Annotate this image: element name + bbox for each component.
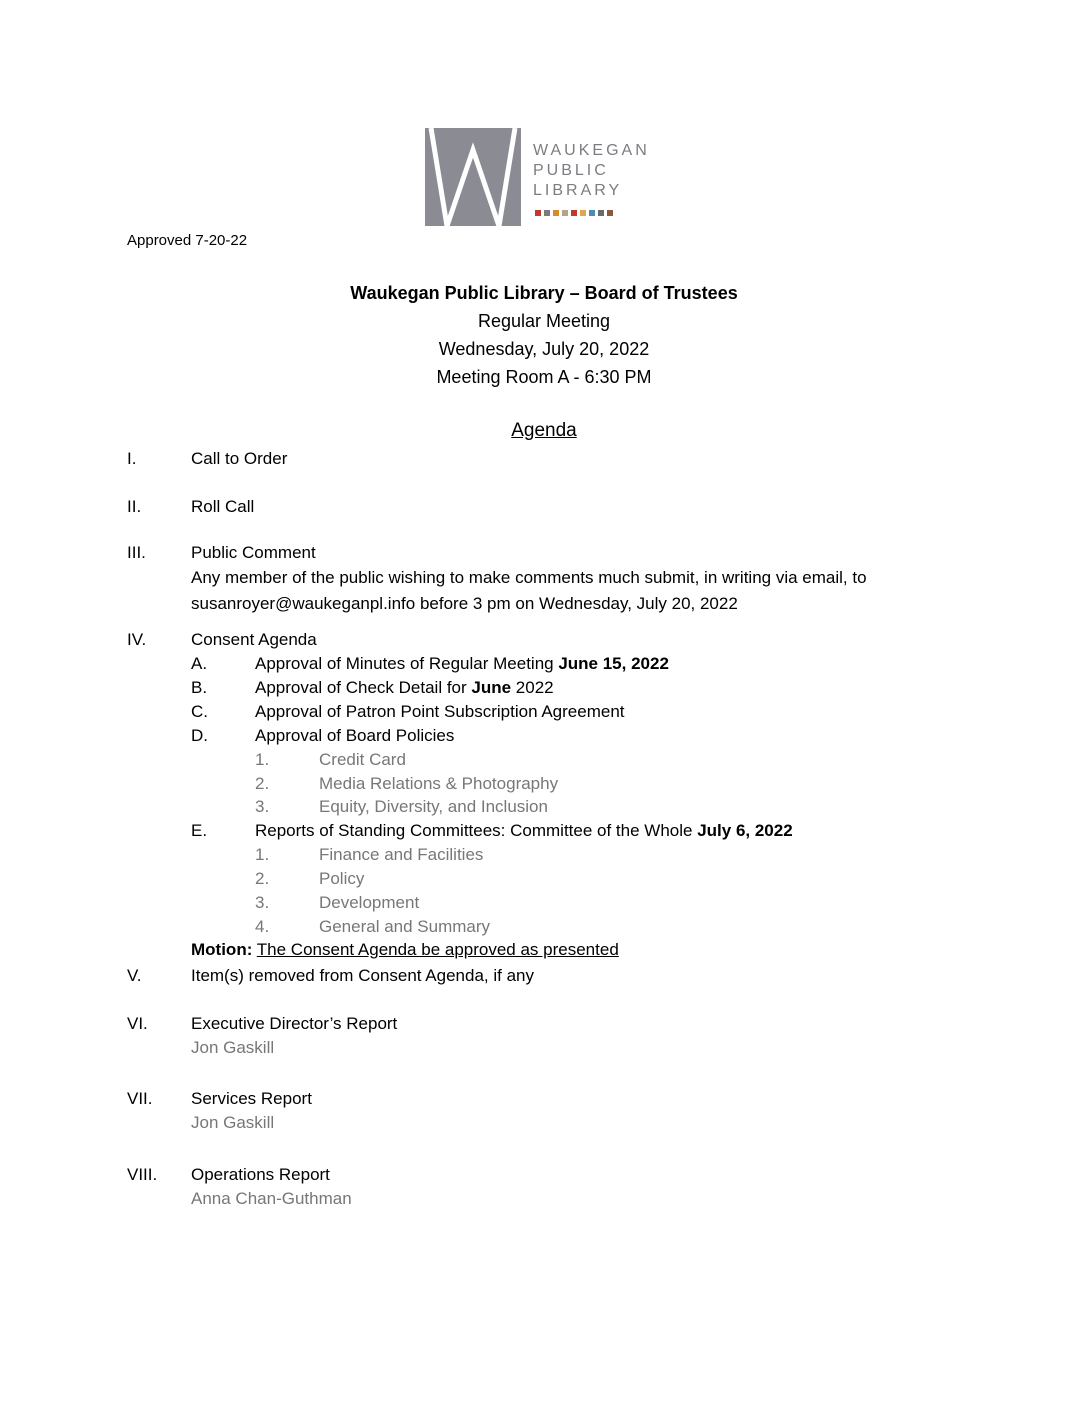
committee-number: 4. xyxy=(255,917,270,936)
presenter-name: Jon Gaskill xyxy=(191,1038,275,1057)
item-call-to-order: Call to Order xyxy=(191,449,288,468)
item-number: IV. xyxy=(127,630,147,649)
committee-number: 1. xyxy=(255,845,270,864)
logo-text-line-2: PUBLIC xyxy=(533,162,609,179)
policy-number: 3. xyxy=(255,797,270,816)
item-removed-from-consent: Item(s) removed from Consent Agenda, if any xyxy=(191,966,534,985)
meeting-date: Wednesday, July 20, 2022 xyxy=(438,339,650,359)
consent-item-patron-point: Approval of Patron Point Subscription Agreement xyxy=(255,702,625,721)
logo-color-square xyxy=(607,210,613,216)
committee-finance: Finance and Facilities xyxy=(319,845,484,864)
page-title: Waukegan Public Library – Board of Trustees xyxy=(350,283,738,303)
policy-number: 2. xyxy=(255,774,270,793)
item-public-comment: Public Comment xyxy=(191,543,316,562)
meeting-type: Regular Meeting xyxy=(477,311,611,331)
sub-letter: B. xyxy=(191,678,208,697)
item-number: VI. xyxy=(127,1014,148,1033)
committee-development: Development xyxy=(319,893,420,912)
item-number: II. xyxy=(127,497,142,516)
public-comment-instructions-line-2: susanroyer@waukeganpl.info before 3 pm on Wednesday, July 20, 2022 xyxy=(191,594,738,613)
policy-number: 1. xyxy=(255,750,270,769)
committee-general-summary: General and Summary xyxy=(319,917,491,936)
logo-color-square xyxy=(544,210,550,216)
consent-item-minutes: Approval of Minutes of Regular Meeting June 15, 2022 xyxy=(255,654,669,673)
item-number: VIII. xyxy=(127,1165,158,1184)
consent-item-check-detail: Approval of Check Detail for June 2022 xyxy=(255,678,554,697)
public-comment-instructions-line-1: Any member of the public wishing to make comments much submit, in writing via email, to xyxy=(191,568,867,587)
committee-number: 2. xyxy=(255,869,270,888)
logo-color-square xyxy=(598,210,604,216)
consent-item-standing-committees: Reports of Standing Committees: Committee of the Whole July 6, 2022 xyxy=(255,821,793,840)
committee-number: 3. xyxy=(255,893,270,912)
library-logo-mark xyxy=(425,128,521,226)
policy-media-relations: Media Relations & Photography xyxy=(319,774,559,793)
item-operations-report: Operations Report xyxy=(191,1165,330,1184)
meeting-location: Meeting Room A - 6:30 PM xyxy=(436,367,652,387)
logo-color-square xyxy=(535,210,541,216)
item-services-report: Services Report xyxy=(191,1089,312,1108)
item-number: I. xyxy=(127,449,137,468)
item-executive-director-report: Executive Director’s Report xyxy=(191,1014,398,1033)
sub-letter: C. xyxy=(191,702,208,721)
logo-color-square xyxy=(580,210,586,216)
policy-credit-card: Credit Card xyxy=(319,750,406,769)
logo-color-square xyxy=(562,210,568,216)
logo-color-square xyxy=(553,210,559,216)
presenter-name: Jon Gaskill xyxy=(191,1113,275,1132)
sub-letter: E. xyxy=(191,821,208,840)
consent-item-board-policies: Approval of Board Policies xyxy=(255,726,455,745)
approved-note: Approved 7-20-22 xyxy=(127,232,248,249)
policy-equity: Equity, Diversity, and Inclusion xyxy=(319,797,548,816)
item-number: VII. xyxy=(127,1089,153,1108)
item-consent-agenda: Consent Agenda xyxy=(191,630,317,649)
agenda-heading: Agenda xyxy=(511,420,577,441)
presenter-name: Anna Chan-Guthman xyxy=(191,1189,352,1208)
item-number: V. xyxy=(127,966,142,985)
logo-text-line-1: WAUKEGAN xyxy=(533,142,650,159)
logo-color-square xyxy=(571,210,577,216)
item-number: III. xyxy=(127,543,146,562)
sub-letter: D. xyxy=(191,726,208,745)
item-roll-call: Roll Call xyxy=(191,497,255,516)
committee-policy: Policy xyxy=(319,869,365,888)
sub-letter: A. xyxy=(191,654,208,673)
logo-color-square xyxy=(589,210,595,216)
logo-w-icon xyxy=(425,128,521,226)
logo-text-line-3: LIBRARY xyxy=(533,182,623,199)
consent-motion: Motion: The Consent Agenda be approved as presented xyxy=(191,940,619,959)
